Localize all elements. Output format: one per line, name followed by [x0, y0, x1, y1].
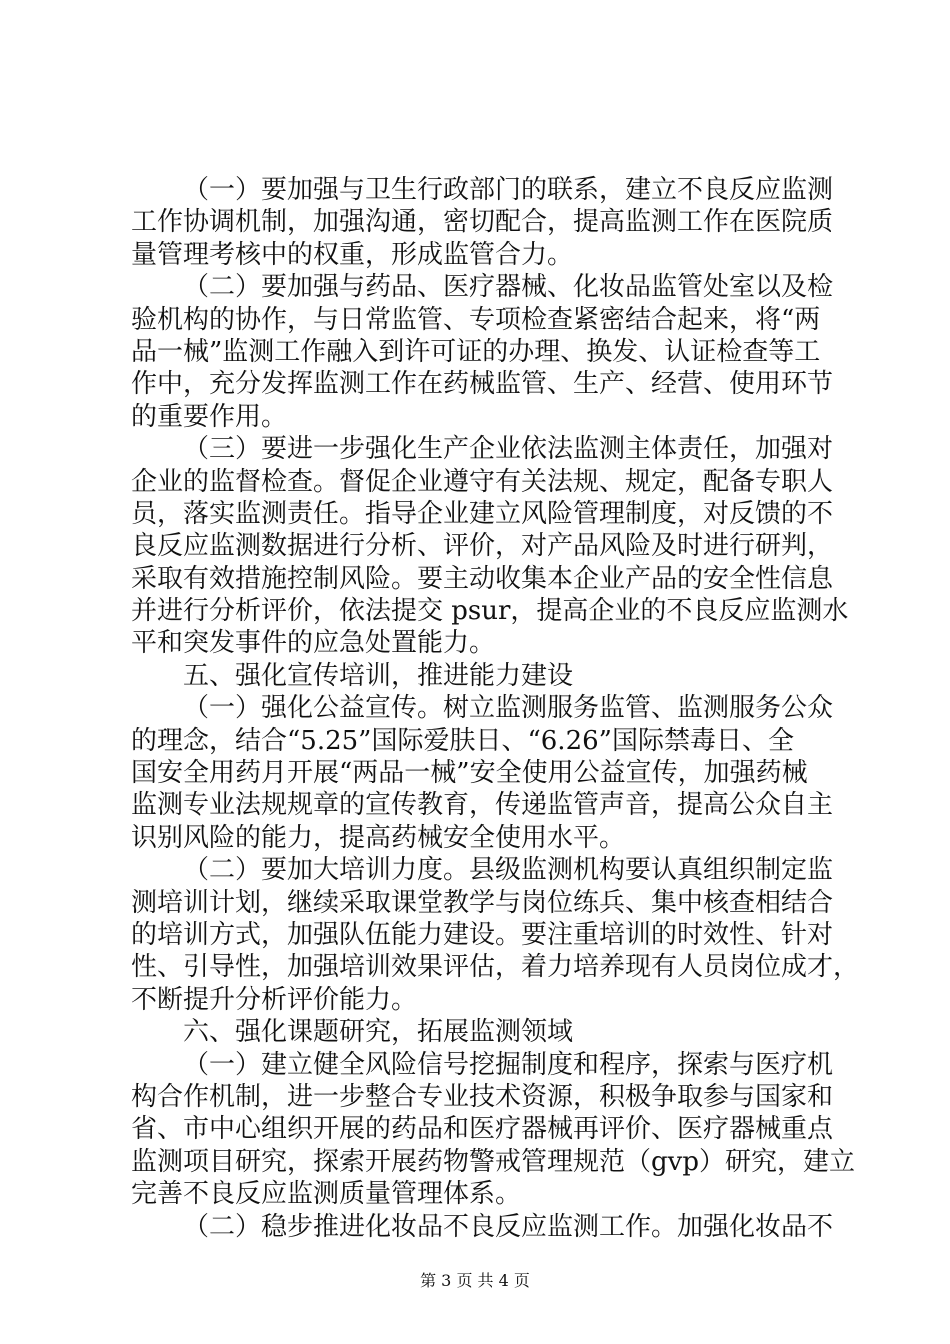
text-line: 并进行分析评价，依法提交 psur，提高企业的不良反应监测水 [131, 596, 849, 627]
text-line: 的重要作用。 [131, 401, 288, 432]
text-line: 员，落实监测责任。指导企业建立风险管理制度，对反馈的不 [131, 498, 834, 529]
text-line: （二）要加大培训力度。县级监测机构要认真组织制定监 [183, 855, 834, 886]
text-line: 国安全用药月开展“两品一械”安全使用公益宣传，加强药械 [131, 758, 808, 789]
text-line: 六、强化课题研究，拓展监测领域 [183, 1017, 574, 1048]
text-line: 监测项目研究，探索开展药物警戒管理规范（gvp）研究，建立 [131, 1146, 855, 1177]
text-line: 验机构的协作，与日常监管、专项检查紧密结合起来，将“两 [131, 304, 821, 335]
text-line: 平和突发事件的应急处置能力。 [131, 628, 496, 659]
text-line: （三）要进一步强化生产企业依法监测主体责任，加强对 [183, 434, 834, 465]
page-number-footer: 第 3 页 共 4 页 [420, 1271, 530, 1290]
text-line: 工作协调机制，加强沟通，密切配合，提高监测工作在医院质 [131, 207, 834, 238]
text-line: 测培训计划，继续采取课堂教学与岗位练兵、集中核查相结合 [131, 887, 834, 918]
text-line: 不断提升分析评价能力。 [131, 984, 418, 1015]
document-body [131, 174, 860, 1243]
text-line: 品一械”监测工作融入到许可证的办理、换发、认证检查等工 [131, 336, 821, 367]
text-line: 构合作机制，进一步整合专业技术资源，积极争取参与国家和 [131, 1081, 834, 1112]
text-line: （一）建立健全风险信号挖掘制度和程序，探索与医疗机 [183, 1049, 834, 1080]
text-line: 企业的监督检查。督促企业遵守有关法规、规定，配备专职人 [131, 466, 834, 497]
text-line: 五、强化宣传培训，推进能力建设 [183, 660, 574, 691]
text-line: （二）要加强与药品、医疗器械、化妆品监管处室以及检 [183, 272, 834, 303]
text-line: 采取有效措施控制风险。要主动收集本企业产品的安全性信息 [131, 563, 834, 594]
text-line: 省、市中心组织开展的药品和医疗器械再评价、医疗器械重点 [131, 1114, 834, 1145]
text-line: 性、引导性，加强培训效果评估，着力培养现有人员岗位成才， [131, 952, 860, 983]
text-line: 监测专业法规规章的宣传教育，传递监管声音，提高公众自主 [131, 790, 834, 821]
text-line: （一）要加强与卫生行政部门的联系，建立不良反应监测 [183, 175, 834, 205]
text-line: 的理念，结合“5.25”国际爱肤日、“6.26”国际禁毒日、全 [131, 725, 794, 756]
text-line: 良反应监测数据进行分析、评价，对产品风险及时进行研判， [131, 531, 834, 562]
text-line: 识别风险的能力，提高药械安全使用水平。 [131, 822, 626, 853]
text-line: 完善不良反应监测质量管理体系。 [131, 1179, 522, 1210]
text-line: 的培训方式，加强队伍能力建设。要注重培训的时效性、针对 [131, 919, 834, 950]
text-line: （一）强化公益宣传。树立监测服务监管、监测服务公众 [183, 693, 834, 724]
text-line: （二）稳步推进化妆品不良反应监测工作。加强化妆品不 [183, 1211, 834, 1242]
text-line: 作中，充分发挥监测工作在药械监管、生产、经营、使用环节 [131, 369, 834, 400]
text-line: 量管理考核中的权重，形成监管合力。 [131, 239, 574, 270]
